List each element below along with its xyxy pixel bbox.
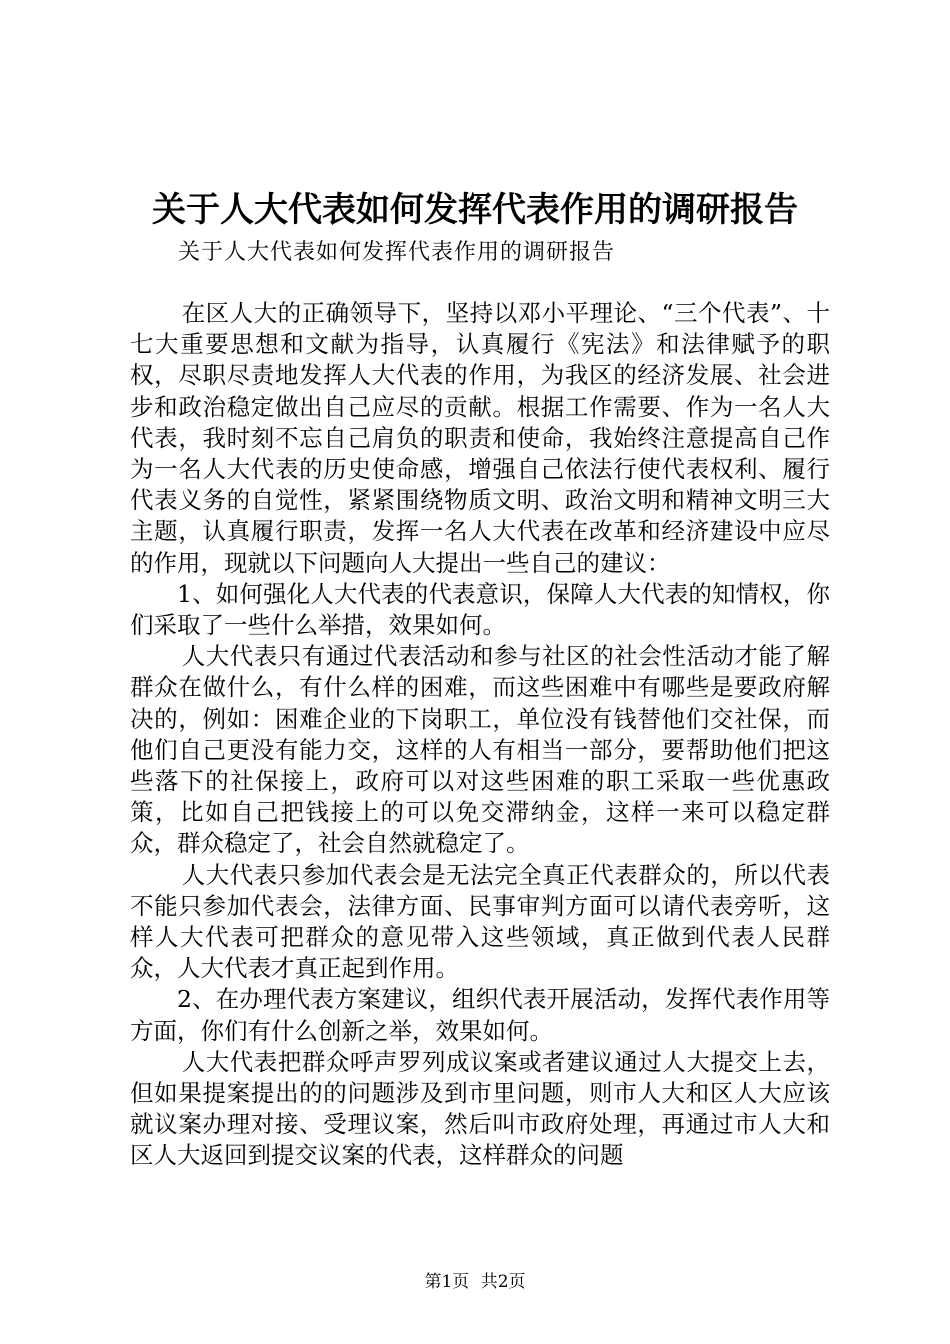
page-number: 第1页	[424, 1272, 470, 1292]
paragraph-answer-1b: 人大代表只参加代表会是无法完全真正代表群众的，所以代表不能只参加代表会，法律方面、民事审判方面可以请代表旁听，这样人大代表可把群众的意见带入这些领域，真正做到代表人民群众，人大代表才真正起到作用。	[130, 860, 830, 983]
page-footer	[0, 1272, 950, 1292]
document-body	[130, 298, 830, 1172]
paragraph-question-2: 2、在办理代表方案建议，组织代表开展活动，发挥代表作用等方面，你们有什么创新之举，效果如何。	[130, 985, 830, 1045]
page-total: 共2页	[480, 1272, 526, 1292]
paragraph-intro: 在区人大的正确领导下，坚持以邓小平理论、“三个代表”、十七大重要思想和文献为指导，认真履行《宪法》和法律赋予的职权，尽职尽责地发挥人大代表的作用，为我区的经济发展、社会进步和政治稳定做出自己应尽的贡献。根据工作需要、作为一名人大代表，我时刻不忘自己肩负的职责和使命，我始终注意提高自己作为一名人大代表的历史使命感，增强自己依法行使代表权利、履行代表义务的自觉性，紧紧围绕物质文明、政治文明和精神文明三大主题，认真履行职责，发挥一名人大代表在改革和经济建设中应尽的作用，现就以下问题向人大提出一些自己的建议：	[130, 299, 830, 577]
paragraph-answer-2: 人大代表把群众呼声罗列成议案或者建议通过人大提交上去，但如果提案提出的的问题涉及到市里问题，则市人大和区人大应该就议案办理对接、受理议案，然后叫市政府处理，再通过市人大和区人大返回到提交议案的代表，这样群众的问题	[130, 1047, 830, 1170]
paragraph-question-1: 1、如何强化人大代表的代表意识，保障人大代表的知情权，你们采取了一些什么举措，效果如何。	[130, 579, 830, 640]
document-title: 关于人大代表如何发挥代表作用的调研报告	[152, 190, 798, 230]
paragraph-answer-1a: 人大代表只有通过代表活动和参与社区的社会性活动才能了解群众在做什么，有什么样的困难，而这些困难中有哪些是要政府解决的，例如：困难企业的下岗职工，单位没有钱替他们交社保，而他们自己更没有能力交，这样的人有相当一部分，要帮助他们把这些落下的社保接上，政府可以对这些困难的职工采取一些优惠政策，比如自己把钱接上的可以免交滞纳金，这样一来可以稳定群众，群众稳定了，社会自然就稳定了。	[130, 642, 830, 858]
document-subtitle: 关于人大代表如何发挥代表作用的调研报告	[178, 240, 616, 265]
